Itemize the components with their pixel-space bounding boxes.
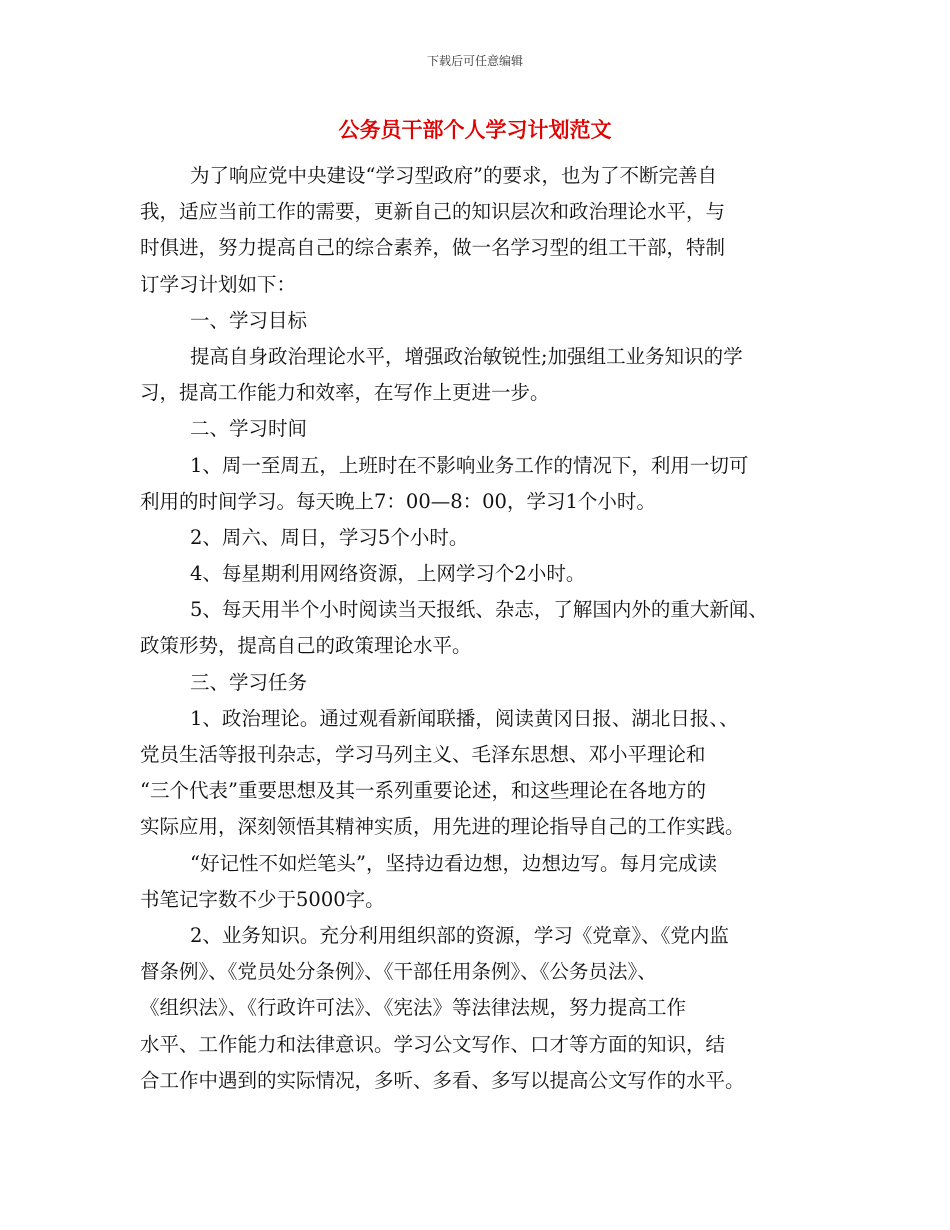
text-line: 利用的时间学习。每天晚上7：00—8：00，学习1个小时。 [140, 489, 656, 513]
document-title: 公务员干部个人学习计划范文 [338, 117, 612, 142]
text-line: 2、业务知识。充分利用组织部的资源，学习《党章》、《党内监 [190, 923, 729, 947]
text-line: 书笔记字数不少于5000字。 [140, 887, 385, 911]
text-line: 《组织法》、《行政许可法》、《宪法》等法律法规，努力提高工作 [140, 996, 687, 1020]
text-line: 我，适应当前工作的需要，更新自己的知识层次和政治理论水平，与 [140, 200, 726, 224]
text-line: 合工作中遇到的实际情况，多听、多看、多写以提高公文写作的水平。 [140, 1068, 745, 1092]
text-line: 1、政治理论。通过观看新闻联播，阅读黄冈日报、湖北日报、、 [190, 706, 739, 730]
text-line: 实际应用，深刻领悟其精神实质，用先进的理论指导自己的工作实践。 [140, 815, 745, 839]
page-header: 下载后可任意编辑 [426, 54, 523, 68]
text-line: 提高自身政治理论水平，增强政治敏锐性;加强组工业务知识的学 [190, 344, 743, 368]
text-line: “好记性不如烂笔头”，坚持边看边想，边想边写。每月完成读 [190, 851, 717, 875]
text-line: 为了响应党中央建设“学习型政府”的要求，也为了不断完善自 [190, 164, 717, 187]
document-body [140, 158, 825, 1099]
text-line: 党员生活等报刊杂志，学习马列主义、毛泽东思想、邓小平理论和 [140, 743, 706, 766]
text-line: 二、学习时间 [190, 417, 308, 441]
text-line: 4、每星期利用网络资源，上网学习个2小时。 [190, 562, 586, 586]
text-line: 5、每天用半个小时阅读当天报纸、杂志，了解国内外的重大新闻、 [190, 598, 768, 622]
text-line: 订学习计划如下： [140, 272, 297, 296]
text-line: 政策形势，提高自己的政策理论水平。 [140, 634, 472, 658]
text-line: 督条例》、《党员处分条例》、《干部任用条例》、《公务员法》、 [140, 960, 657, 984]
text-line: 水平、工作能力和法律意识。学习公文写作、口才等方面的知识，结 [140, 1032, 726, 1056]
text-line: 时俱进，努力提高自己的综合素养，做一名学习型的组工干部，特制 [140, 236, 726, 260]
text-line: 习，提高工作能力和效率，在写作上更进一步。 [140, 381, 550, 405]
text-line: “三个代表”重要思想及其一系列重要论述，和这些理论在各地方的 [140, 779, 706, 803]
text-line: 2、周六、周日，学习5个小时。 [190, 525, 469, 549]
text-line: 1、周一至周五，上班时在不影响业务工作的情况下，利用一切可 [190, 453, 749, 477]
text-line: 三、学习任务 [190, 670, 308, 694]
text-line: 一、学习目标 [190, 308, 308, 332]
